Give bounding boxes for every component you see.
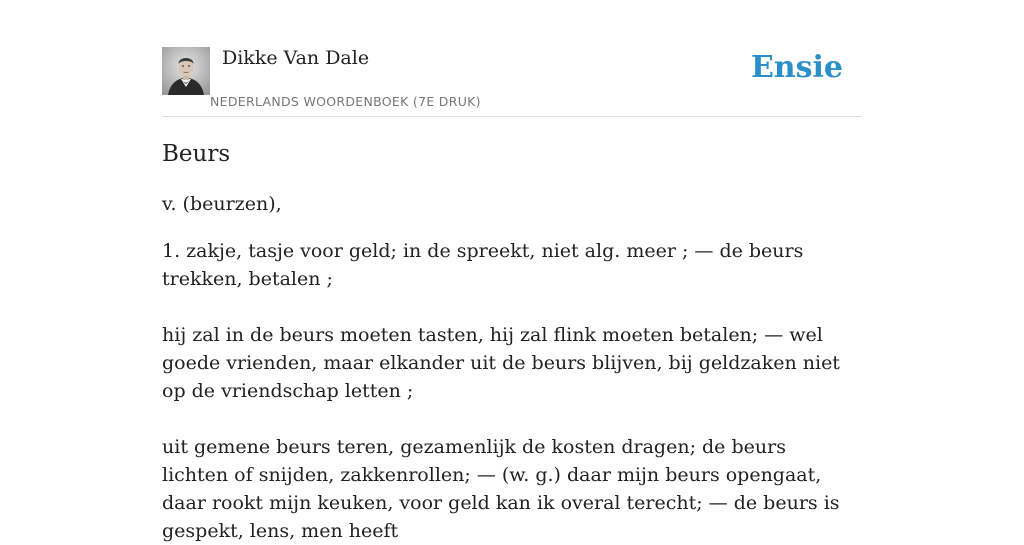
definition-paragraph: 1. zakje, tasje voor geld; in de spreekt, niet alg. meer ; — de beurs trekken, betalen ; [162,240,804,290]
source-subtitle[interactable]: NEDERLANDS WOORDENBOEK (7E DRUK) [210,94,481,109]
entry-content [162,138,852,545]
brand-logo[interactable]: Ensie [750,50,843,85]
entry-title: Beurs [162,141,231,167]
author-name[interactable]: Dikke Van Dale [222,47,370,69]
portrait-photo-icon [162,47,210,95]
definition-paragraph: uit gemene beurs teren, gezamenlijk de kosten dragen; de beurs lichten of snijden, zakkenrollen; — (w. g.) daar mijn beurs opengaat, daar rookt mijn keuken, voor geld kan ik overal terecht; — de beurs is gespekt, lens, men heeft [162,436,840,542]
author-avatar[interactable] [162,47,210,95]
header [162,44,862,117]
definition-paragraph: hij zal in de beurs moeten tasten, hij zal flink moeten betalen; — wel goede vrienden, maar elkander uit de beurs blijven, bij geldzaken niet op de vriendschap letten ; [162,324,840,402]
entry-grammar: v. (beurzen), [162,193,282,215]
